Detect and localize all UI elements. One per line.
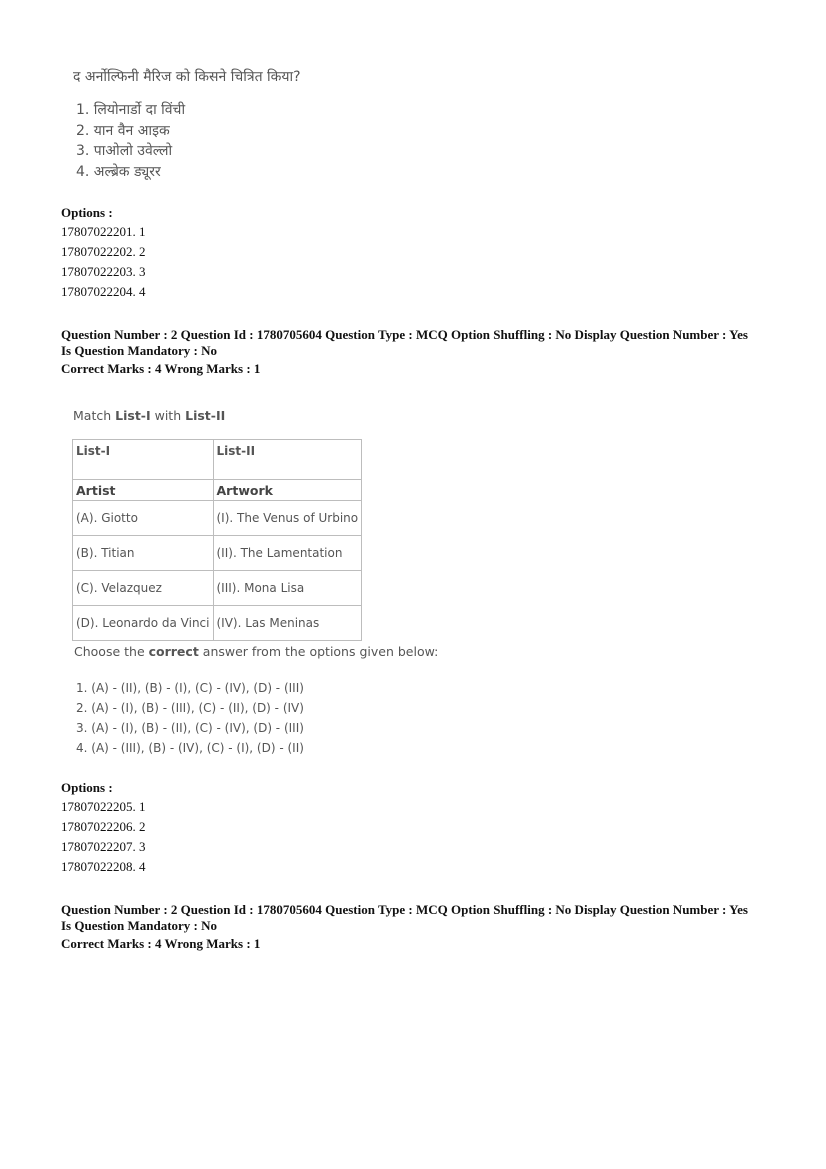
prompt-with: with [150,408,186,423]
option-item: 17807022205. 1 [61,799,146,814]
question-1-choice: 1. लियोनार्डो दा विंची [76,102,186,118]
meta-marks: Correct Marks : 4 Wrong Marks : 1 [61,936,261,951]
question-1-choice: 2. यान वैन आइक [76,122,170,139]
table-cell: (A). Giotto [73,501,214,536]
match-table [72,439,362,641]
option-item: 17807022201. 1 [61,224,146,239]
table-subheader-row [73,480,362,501]
choose-prefix: Choose the [74,644,149,659]
choose-bold: correct [148,644,199,659]
table-header-cell: List-II [213,440,362,480]
question-1-choice: 4. अल्ब्रेक ड्यूरर [76,163,161,180]
table-row [73,571,362,606]
table-cell: (III). Mona Lisa [213,571,362,606]
table-cell: (II). The Lamentation [213,536,362,571]
meta-question-info: Question Number : 2 Question Id : 1780705604 Question Type : MCQ Option Shuffling : No Display Question Number : Yes [61,327,748,342]
question-meta-1 [61,327,748,377]
table-cell: (IV). Las Meninas [213,606,362,641]
options-1-heading: Options : [61,205,113,220]
meta-mandatory: Is Question Mandatory : No [61,918,218,933]
prompt-prefix: Match [73,408,116,423]
choose-suffix: answer from the options given below: [198,644,439,659]
question-2-prompt [73,408,225,423]
option-item: 17807022206. 2 [61,819,146,834]
table-row [73,501,362,536]
option-item: 17807022202. 2 [61,244,146,259]
table-row [73,606,362,641]
prompt-list-1: List-I [115,408,151,423]
question-2-choice: 2. (A) - (I), (B) - (III), (C) - (II), (D) - (IV) [76,701,304,715]
question-2-choices [76,678,304,758]
question-2-choice: 1. (A) - (II), (B) - (I), (C) - (IV), (D) - (III) [76,681,304,695]
question-1-text: द अर्नोल्फिनी मैरिज को किसने चित्रित किया? [73,69,301,85]
question-1-choice: 3. पाओलो उवेल्लो [76,143,173,159]
option-item: 17807022203. 3 [61,264,146,279]
table-cell: (C). Velazquez [73,571,214,606]
option-item: 17807022207. 3 [61,839,146,854]
table-cell: (I). The Venus of Urbino [213,501,362,536]
table-header-row [73,440,362,480]
option-item: 17807022208. 4 [61,859,146,874]
table-subheader-cell: Artwork [213,480,362,501]
table-subheader-cell: Artist [73,480,214,501]
question-meta-2 [61,902,748,952]
option-item: 17807022204. 4 [61,284,146,299]
question-2-choice: 3. (A) - (I), (B) - (II), (C) - (IV), (D) - (III) [76,721,304,735]
meta-question-info: Question Number : 2 Question Id : 1780705604 Question Type : MCQ Option Shuffling : No Display Question Number : Yes [61,902,748,917]
question-2-choice: 4. (A) - (III), (B) - (IV), (C) - (I), (D) - (II) [76,741,304,755]
meta-marks: Correct Marks : 4 Wrong Marks : 1 [61,361,261,376]
options-2-heading: Options : [61,780,113,795]
table-cell: (D). Leonardo da Vinci [73,606,214,641]
meta-mandatory: Is Question Mandatory : No [61,343,218,358]
prompt-list-2: List-II [185,408,226,423]
table-header-cell: List-I [73,440,214,480]
options-2-list [61,797,146,877]
choose-instruction [74,644,438,659]
table-cell: (B). Titian [73,536,214,571]
options-1-list [61,222,146,302]
question-1-choices [76,100,185,182]
table-row [73,536,362,571]
